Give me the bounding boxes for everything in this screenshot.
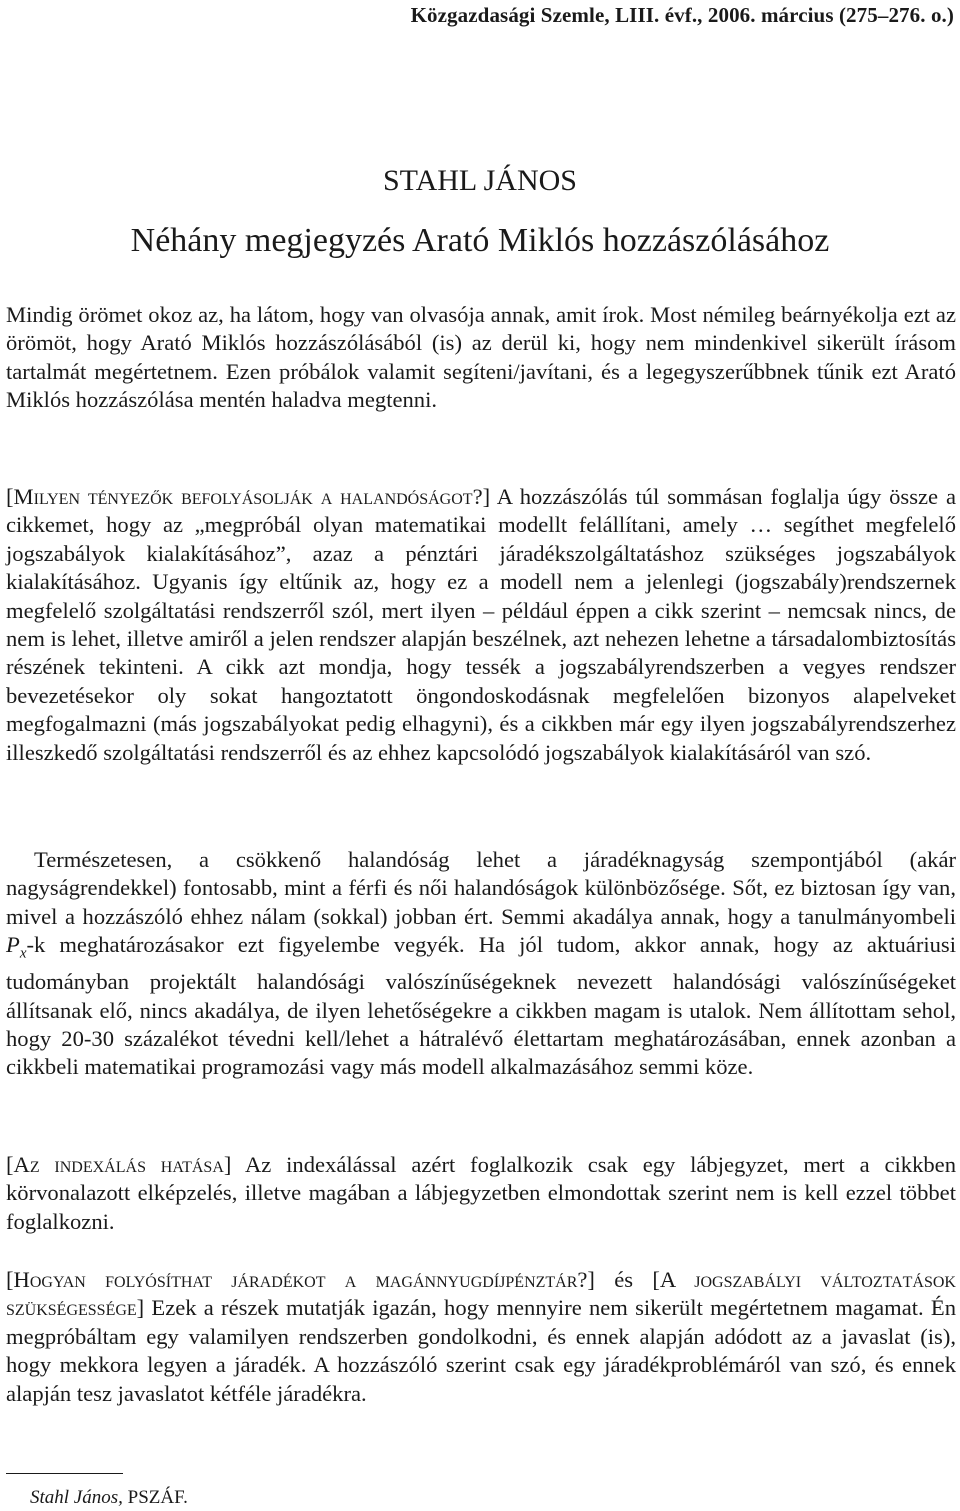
paragraph-2-text-before: Természetesen, a csökkenő halandóság lehet a járadéknagyság szempontjából (akár nagyságrendekkel) fontosabb, mint a férfi és női halandóságok különbözősége. Sőt, ez biztosan így van, mivel a hozzászóló ehhez nálam (sokkal) jobban ért. Semmi akadálya annak, hogy a tanulmányombeli <box>6 847 956 929</box>
section-legal-changes-heading: [A jogszabályi változtatások szükségessége] <box>6 1267 956 1321</box>
section-indexation-heading: [Az indexálás hatása] <box>6 1152 232 1177</box>
article-author: STAHL JÁNOS <box>382 164 577 197</box>
article-title: Néhány megjegyzés Arató Miklós hozzászólásához <box>130 222 830 259</box>
footnote-author-name: Stahl János, <box>30 1487 123 1508</box>
section-factors-body: A hozzászólás túl sommásan foglalja úgy össze a cikkemet, hogy az „megpróbál olyan matematikai modellt felállítani, amely … segíthet megfelelő jogszabályok kialakításához”, azaz a pénztári járadékszolgáltatáshoz szükséges jogszabályok kialakításához. Ugyanis így eltűnik az, hogy ez a modell nem a jelenlegi (jogszabály)rendszernek megfelelő szolgáltatási rendszerről szól, mert ilyen – például éppen a cikk szerint – nemcsak nincs, de nem is lehet, illetve amiről a jelen rendszer alapján beszélnek, azt nehezen lehetne a társadalombiztosítás részének tekinteni. A cikk azt mondja, hogy tessék a jogszabályrendszerben a vegyes rendszer bevezetésekor oly sokat hangoztatott öngondoskodásnak megfelelően bizonyos alapelveket megfogalmazni (más jogszabályokat pedig elhagyni), és a cikkben már egy ilyen jogszabályrendszerhez illeszkedő szolgáltatási rendszerről és az ehhez kapcsolódó jogszabályok kialakításáról van szó. <box>6 484 956 765</box>
section-factors-heading: [Milyen tényezők befolyásolják a halandóságot?] <box>6 484 491 509</box>
footnote-affiliation: PSZÁF. <box>122 1487 188 1508</box>
intro-paragraph <box>6 301 956 415</box>
section-annuity-paragraph <box>6 1266 956 1408</box>
paragraph-2-text-after: -k meghatározásakor ezt figyelembe vegyék. Ha jól tudom, akkor annak, hogy az aktuáriusi tudományban projektált halandósági valószínűségeknek nevezett halandósági valószínűségeket állítsanak elő, nincs akadálya, de ilyen lehetőségekre a cikkben magam is utalok. Nem állítottam sehol, hogy 20-30 százalékot tévedni kell/lehet a hátralévő élettartam meghatározásában, ennek azonban a cikkbeli matematikai programozási vagy más modell alkalmazásához semmi köze. <box>6 932 956 1080</box>
intro-text: Mindig örömet okoz az, ha látom, hogy van olvasója annak, amit írok. Most némileg beárnyékolja ezt az örömöt, hogy Arató Miklós hozzászólásából (is) az derül ki, hogy nem mindenkivel sikerült írásom tartalmát megértetnem. Ezen próbálok valamit segíteni/javítani, és a legegyszerűbbnek tűnik ezt Arató Miklós hozzászólása mentén haladva megtenni. <box>6 302 956 413</box>
px-symbol: $P_x$ <box>6 932 27 962</box>
section-annuity-heading: [Hogyan folyósíthat járadékot a magánnyugdíjpénztár?] <box>6 1267 595 1292</box>
section-annuity-body: Ezek a részek mutatják igazán, hogy mennyire nem sikerült megértetnem magamat. Én megpróbáltam egy valamilyen rendszerben gondolkodni, és ennek alapján adódott az a javaslat (is), hogy mekkora legyen a járadék. A hozzászóló szerint csak egy járadékproblémáról van szó, és ennek alapján tesz javaslatot kétféle járadékra. <box>6 1295 956 1406</box>
section-indexation-body: Az indexálással azért foglalkozik csak egy lábjegyzet, mert a cikkben körvonalazott elképzelés, illetve magában a lábjegyzetben elmondottak szerint nem is kell ezzel többet foglalkozni. <box>6 1152 956 1234</box>
running-head: Közgazdasági Szemle, LIII. évf., 2006. március (275–276. o.) <box>410 3 954 27</box>
section-annuity-conjunction: és <box>594 1267 653 1292</box>
section-factors-paragraph-2 <box>6 846 956 1082</box>
footnote-divider <box>6 1473 123 1474</box>
author-footnote <box>30 1487 188 1509</box>
section-indexation-paragraph <box>6 1151 956 1236</box>
section-factors-paragraph <box>6 483 956 767</box>
